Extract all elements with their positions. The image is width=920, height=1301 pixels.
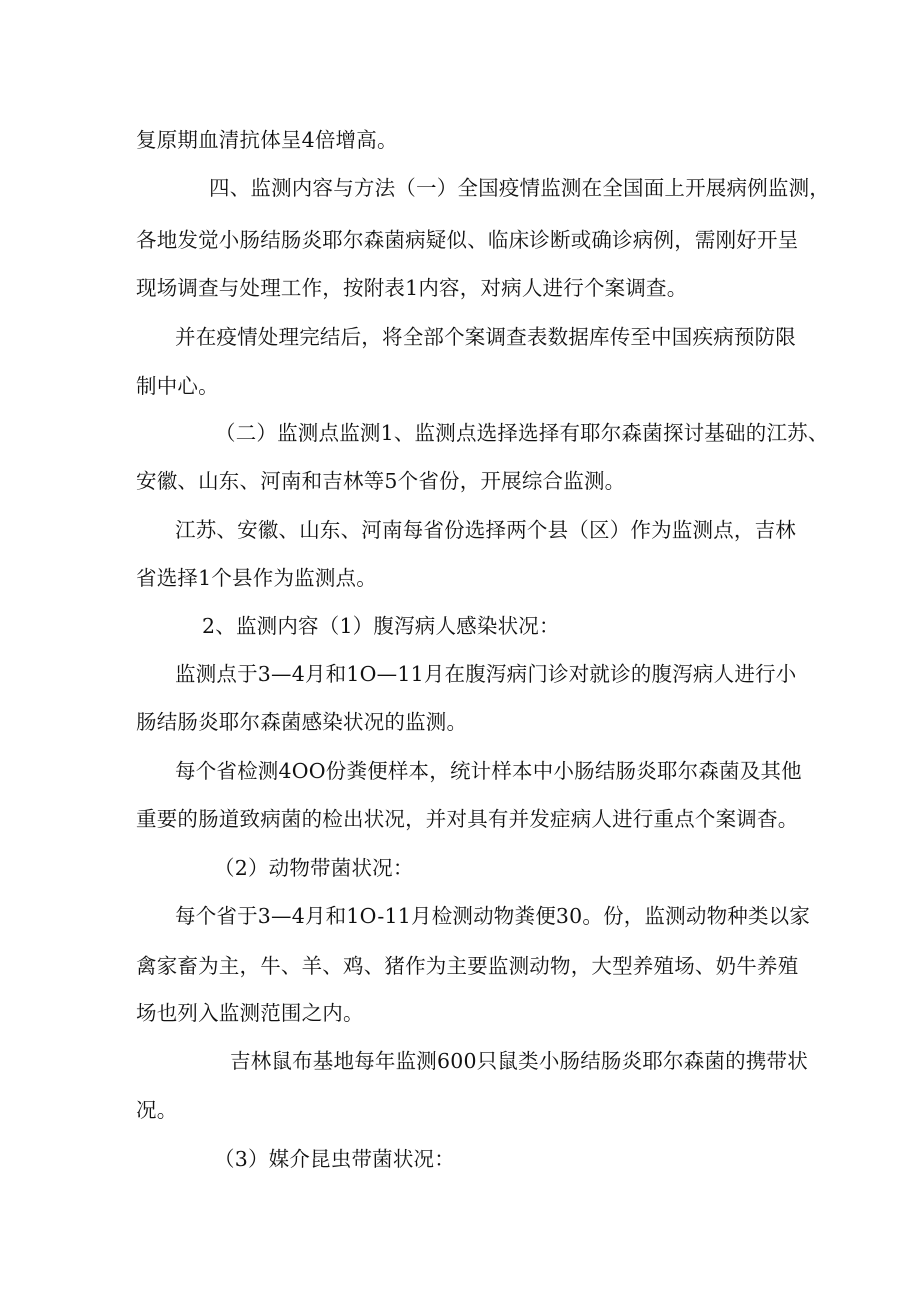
- text-line: （2）动物带菌状况：: [214, 856, 414, 880]
- text-line: 监测点于3—4月和1O—11月在腹泻病门诊对就诊的腹泻病人进行小: [175, 662, 797, 686]
- text-line: 场也列入监测范围之内。: [136, 1001, 364, 1025]
- text-line: 安徽、山东、河南和吉林等5个省份，开展综合监测。: [136, 469, 626, 493]
- text-line: 每个省于3—4月和1O-11月检测动物粪便30。份，监测动物种类以家: [175, 904, 811, 928]
- text-line: 吉林鼠布基地每年监测600只鼠类小肠结肠炎耶尔森菌的携带状: [230, 1049, 808, 1073]
- text-line: 每个省检测4OO份粪便样本，统计样本中小肠结肠炎耶尔森菌及其他: [175, 759, 802, 783]
- text-line: 现场调查与处理工作，按附表1内容，对病人进行个案调查。: [136, 276, 688, 300]
- text-line: 复原期血清抗体呈4倍增高。: [136, 128, 398, 152]
- text-line: （3）媒介昆虫带菌状况：: [214, 1147, 455, 1171]
- text-line: 江苏、安徽、山东、河南每省份选择两个县（区）作为监测点，吉林: [175, 518, 796, 542]
- text-line: 并在疫情处理完结后，将全部个案调查表数据库传至中国疾病预防限: [175, 325, 796, 349]
- text-line: 四、监测内容与方法（一）全国疫情监测在全国面上开展病例监测，: [209, 176, 830, 200]
- text-line: 2、监测内容（1）腹泻病人感染状况：: [202, 614, 560, 638]
- text-line: 肠结肠炎耶尔森菌感染状况的监测。: [136, 710, 468, 734]
- text-line: （二）监测点监测1、监测点选择选择有耶尔森菌探讨基础的江苏、: [215, 421, 829, 445]
- text-line: 各地发觉小肠结肠炎耶尔森菌病疑似、临床诊断或确诊病例，需刚好开呈: [136, 228, 799, 252]
- text-line: 制中心。: [136, 374, 219, 398]
- text-line: 重要的肠道致病菌的检出状况，并对具有并发症病人进行重点个案调杳。: [136, 807, 799, 831]
- text-line: 省选择1个县作为监测点。: [136, 566, 377, 590]
- text-line: 况。: [136, 1098, 178, 1122]
- text-line: 禽家畜为主，牛、羊、鸡、猪作为主要监测动物，大型养殖场、奶牛养殖: [136, 954, 799, 978]
